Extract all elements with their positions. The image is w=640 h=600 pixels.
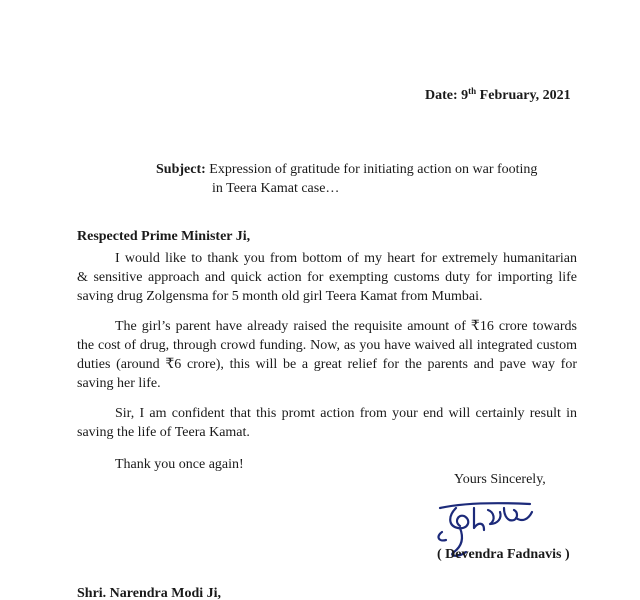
date-month-year: February, 2021	[476, 88, 571, 103]
signer-name: ( Devendra Fadnavis )	[437, 547, 570, 562]
paragraph-gratitude	[77, 249, 577, 306]
subject-block	[156, 160, 537, 198]
paragraph-confidence	[77, 404, 577, 442]
paragraph-line: The girl’s parent have already raised the requisite amount of ₹16 crore towards	[115, 319, 577, 334]
date-label: Date: 9	[425, 88, 469, 103]
thank-you-line: Thank you once again!	[115, 457, 244, 472]
date-ordinal-suffix: th	[468, 86, 477, 96]
paragraph-line: saving the life of Teera Kamat.	[77, 425, 250, 440]
subject-text-line-1: Expression of gratitude for initiating action on war footing	[205, 162, 538, 177]
letter-date	[425, 86, 571, 105]
addressee-name: Shri. Narendra Modi Ji,	[77, 586, 222, 600]
paragraph-line: the cost of drug, through crowd funding. Now, as you have waived all integrated custom	[77, 338, 577, 353]
paragraph-line: I would like to thank you from bottom of my heart for extremely humanitarian	[115, 251, 577, 266]
salutation: Respected Prime Minister Ji,	[77, 229, 251, 244]
paragraph-line: & sensitive approach and quick action for exempting customs duty for importing life	[77, 270, 577, 285]
paragraph-line: Sir, I am confident that this promt action from your end will certainly result in	[115, 406, 577, 421]
paragraph-funding	[77, 317, 577, 393]
subject-text-line-2: in Teera Kamat case…	[212, 181, 340, 196]
paragraph-line: duties (around ₹6 crore), this will be a great relief for the parents and pave way for	[77, 357, 577, 372]
closing-yours-sincerely: Yours Sincerely,	[454, 472, 546, 487]
paragraph-line: saving her life.	[77, 376, 161, 391]
subject-label: Subject:	[156, 162, 206, 177]
paragraph-line: saving drug Zolgensma for 5 month old girl Teera Kamat from Mumbai.	[77, 289, 483, 304]
